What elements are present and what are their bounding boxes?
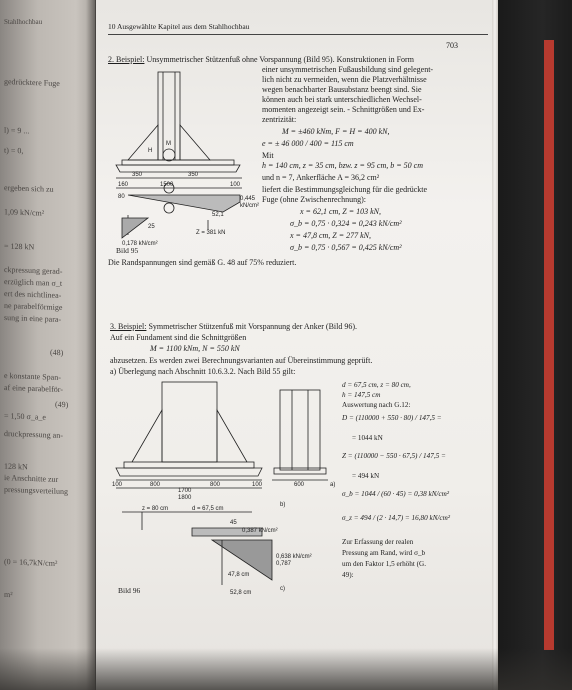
example2-label: 2. Beispiel: [108, 55, 145, 64]
example2-text: einer unsymmetrischen Fußausbildung sind gelegent- [262, 65, 434, 74]
figure-label: 1700 [178, 488, 192, 494]
figure-label: 100 [252, 482, 263, 488]
example3-title: Symmetrischer Stützenfuß mit Vorspannung der Anker (Bild 96). [148, 322, 358, 331]
figure-label: a) [330, 482, 336, 488]
example2-text: zentrizität: [262, 115, 297, 124]
left-page-header: Stahlhochbau [4, 18, 43, 26]
foundation [116, 165, 240, 172]
figure-label: 350 [132, 172, 143, 178]
example3-text: Auf ein Fundament sind die Schnittgrößen [110, 333, 247, 342]
example2-result: x = 47,8 cm, Z = 277 kN, [290, 231, 372, 240]
example2-title: Unsymmetrischer Stützenfuß ohne Vorspannung (Bild 95). Konstruktionen in Form [146, 55, 414, 64]
example2-text: momenten angezeigt sein. - Schnittgrößen und Ex- [262, 105, 425, 114]
figure-label: 0,387 kN/cm² [242, 528, 278, 534]
figure-label: 600 [294, 482, 305, 488]
left-stiffener [128, 125, 158, 160]
figure-label: 100 [230, 182, 241, 188]
example3-first-line [110, 322, 357, 332]
example3-label: 3. Beispiel: [110, 322, 147, 331]
calc-line: σ_z = 494 / (2 · 14,7) = 16,80 kN/cm² [342, 514, 451, 522]
right-stiffener [217, 410, 247, 462]
figure-label: H [148, 148, 153, 154]
figure-label: 1800 [178, 495, 192, 501]
left-page-line: (0 = 16,7kN/cm² [4, 557, 58, 568]
left-page-line: (49) [55, 399, 69, 410]
example2-text: lich nicht zu vermeiden, wenn die Platzverhältnisse [262, 75, 427, 84]
figure-label: z = 80 cm [142, 506, 169, 512]
column-shape [162, 382, 217, 462]
figure-label: 52,1 [212, 212, 224, 218]
cover-red-edge [544, 40, 554, 650]
left-page-line: sung in eine para- [4, 313, 62, 324]
left-page-line: (48) [50, 347, 64, 358]
example2-text: wegen benachbarter Bausubstanz beengt sind. Sie [262, 85, 422, 94]
calc-line: Z = (110000 − 550 · 67,5) / 147,5 = [342, 452, 446, 460]
figure-label: d = 67,5 cm [192, 506, 224, 512]
bottom-shadow [0, 648, 572, 690]
figure-label: b) [280, 502, 286, 508]
example2-dims1: h = 140 cm, z = 35 cm, bzw. z = 95 cm, b = 50 cm [262, 161, 423, 170]
figure-label: 0,787 [276, 561, 292, 567]
example2-result: σ_b = 0,75 · 0,324 = 0,243 kN/cm² [290, 219, 402, 228]
figure-label: 800 [150, 482, 161, 488]
left-page-line: pressungsverteilung [4, 484, 68, 497]
running-header: 10 Ausgewählte Kapitel aus dem Stahlhochbau [108, 22, 250, 31]
example2-text: können auch bei stark unterschiedlichen Wechsel- [262, 95, 422, 104]
figure-label: M [166, 141, 171, 147]
figure-label: 0,638 kN/cm² [276, 554, 312, 560]
left-page-line: ergeben sich zu [4, 183, 54, 194]
left-page-line: druckpressung an- [4, 428, 63, 441]
left-page-line: = 1,50 σ_a_e [4, 411, 46, 422]
book-cover [498, 0, 572, 690]
figure-label: 160 [118, 182, 129, 188]
left-page-line: l) = 9 ... [4, 125, 30, 136]
example2-result: σ_b = 0,75 · 0,567 = 0,425 kN/cm² [290, 243, 402, 252]
figure-label: 100 [112, 482, 123, 488]
left-page-line: e konstante Span- [4, 371, 61, 382]
figure-label: 80 [118, 194, 125, 200]
figure-label: 1500 [160, 182, 174, 188]
figure-label: 45 [230, 520, 237, 526]
calc-line: Zur Erfassung der realen [342, 538, 414, 546]
figure-label: Z = 381 kN [196, 230, 226, 236]
example3-text: a) Überlegung nach Abschnitt 10.6.3.2. Nach Bild 55 gilt: [110, 367, 296, 376]
calc-line: = 1044 kN [352, 434, 383, 442]
example2-note: Die Randspannungen sind gemäß G. 48 auf 75% reduziert. [108, 258, 297, 267]
base-plate [122, 160, 234, 165]
left-page [0, 0, 95, 690]
left-page-line: ert des nichtlinea- [4, 288, 62, 301]
example2-first-line [108, 55, 414, 65]
example2-eccentricity: e = ± 46 000 / 400 = 115 cm [262, 139, 354, 148]
calc-line: d = 67,5 cm, z = 80 cm, [342, 381, 411, 389]
figure-label: 0,178 kN/cm² [122, 241, 158, 247]
example2-text: Fuge (ohne Zwischenrechnung): [262, 195, 366, 204]
example3-text: abzusetzen. Es werden zwei Berechnungsvarianten auf Übereinstimmung geprüft. [110, 356, 373, 365]
left-page-line: m² [4, 589, 13, 600]
calc-line: um den Faktor 1,5 erhöht (G. [342, 560, 427, 568]
left-page-line: ne parabelförmige [4, 300, 63, 313]
example2-forces: M = ±460 kNm, F = H = 400 kN, [282, 127, 390, 136]
calc-line: 49): [342, 571, 354, 579]
figure-label: 0,445 [240, 196, 256, 202]
figure-label: 47,8 cm [228, 572, 250, 578]
figure-label: kN/cm² [240, 203, 259, 209]
example2-text: liefert die Bestimmungsgleichung für die gedrückte [262, 185, 428, 194]
figure-95-caption: Bild 95 [116, 246, 139, 255]
left-page-line: gedrücktere Fuge [4, 77, 60, 88]
page-number: 703 [446, 41, 458, 50]
figure-label: 800 [210, 482, 221, 488]
figure-label: 350 [188, 172, 199, 178]
left-page-line: ie Anschnitte zur [4, 473, 59, 484]
left-page-line: 128 kN [4, 461, 28, 472]
header-rule [108, 34, 488, 35]
calc-line: h = 147,5 cm [342, 391, 381, 399]
figure-95-diagram [108, 70, 263, 250]
left-page-line: 1,09 kN/cm² [4, 207, 45, 218]
example2-with: Mit [262, 151, 274, 160]
figure-label: c) [280, 586, 285, 592]
example2-result: x = 62,1 cm, Z = 103 kN, [300, 207, 382, 216]
example3-loads: M = 1100 kNm, N = 550 kN [150, 344, 240, 353]
calc-line: Pressung am Rand, wird σ_b [342, 549, 426, 557]
figure-label: 25 [148, 224, 155, 230]
left-page-line: ckpressung gerad- [4, 264, 63, 277]
figure-label: 52,8 cm [230, 590, 252, 596]
calc-line: Auswertung nach G.12: [342, 401, 411, 409]
right-stiffener [180, 125, 210, 160]
calc-line: σ_b = 1044 / (60 · 45) = 0,38 kN/cm² [342, 490, 450, 498]
calc-line: = 494 kN [352, 472, 380, 480]
example2-dims2: und n = 7, Ankerfläche A = 36,2 cm² [262, 173, 380, 182]
figure-96-caption: Bild 96 [118, 586, 141, 595]
left-stiffener [132, 410, 162, 462]
base-plate [124, 462, 254, 468]
left-page-line: erzüglich man σ_t [4, 276, 63, 289]
calc-line: D = (110000 + 550 · 80) / 147,5 = [342, 414, 442, 422]
left-page-line: t) = 0, [4, 145, 24, 156]
left-page-line: af eine parabelför- [4, 382, 63, 395]
figure-96-diagram [112, 380, 342, 600]
column-side-view [280, 390, 320, 470]
left-page-line: = 128 kN [4, 241, 35, 252]
